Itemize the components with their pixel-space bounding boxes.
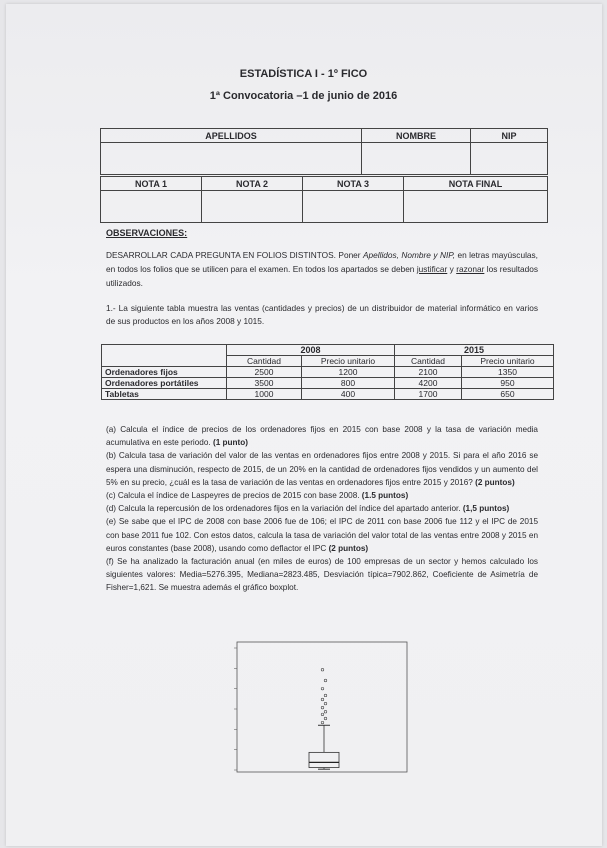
cell: 1350 (462, 367, 554, 378)
exam-subtitle: 1ª Convocatoria –1 de junio de 2016 (209, 90, 398, 102)
outlier-point (321, 706, 324, 709)
cell: 2100 (395, 367, 462, 378)
apellidos-header: APELLIDOS (101, 129, 362, 143)
nota3-field[interactable] (303, 191, 404, 223)
outlier-point (324, 710, 327, 713)
nombre-header: NOMBRE (362, 129, 471, 143)
year-2015-header: 2015 (395, 345, 554, 356)
table-row (102, 367, 554, 378)
part-b: (b) Calcula tasa de variación del valor de las ventas en ordenadores fijos entre 2008 y 2015. Si para el año 2016 se espera una disminución, respecto de 2015, de un 20% en la cantidad de ordenadores fijos vendidos y un aumento del 5% en su precio, ¿cuál es la tasa de variación de las ventas en ordenadores fijos entre 2015 y 2016? (2 puntos) (106, 451, 538, 487)
cell: 4200 (395, 378, 462, 389)
apellidos-field[interactable] (101, 143, 362, 175)
cell: 1700 (395, 389, 462, 400)
product-label: Ordenadores portátiles (102, 378, 227, 389)
nota2-field[interactable] (202, 191, 303, 223)
outlier-point (321, 687, 324, 690)
nota-final-header: NOTA FINAL (404, 177, 548, 191)
nota3-header: NOTA 3 (303, 177, 404, 191)
part-d: (d) Calcula la repercusión de los ordenadores fijos en la variación del índice del apartado anterior. (1,5 puntos) (106, 504, 510, 514)
cell: 800 (302, 378, 395, 389)
grades-table (100, 176, 548, 223)
outlier-point (324, 679, 327, 682)
question-1-text: 1.- La siguiente tabla muestra las ventas (cantidades y precios) de un distribuidor de material informático en varios de sus productos en los años 2008 y 1015. (106, 303, 538, 326)
nota-final-field[interactable] (404, 191, 548, 223)
cell: 650 (462, 389, 554, 400)
outlier-point (324, 694, 327, 697)
precio-2015-header: Precio unitario (462, 356, 554, 367)
cantidad-2015-header: Cantidad (395, 356, 462, 367)
part-e: (e) Se sabe que el IPC de 2008 con base 2006 fue de 106; el IPC de 2011 con base 2006 fue 112 y el IPC de 2015 con base 2011 fue 102. Con estos datos, calcula la tasa de variación del valor total de las ventas entre 2008 y 2015 en euros constantes (base 2008), usando como deflactor el IPC (2 puntos) (106, 517, 538, 553)
nip-field[interactable] (471, 143, 548, 175)
sales-table (101, 344, 554, 400)
nota1-header: NOTA 1 (101, 177, 202, 191)
precio-2008-header: Precio unitario (302, 356, 395, 367)
cell: 1000 (227, 389, 302, 400)
outlier-point (321, 698, 324, 701)
observaciones-text: DESARROLLAR CADA PREGUNTA EN FOLIOS DISTINTOS. Poner Apellidos, Nombre y NIP, en letras mayúsculas, en todos los folios que se utilicen para el examen. En todos los apartados se deben justificar y razonar los resultados utilizados. (106, 250, 539, 288)
year-2008-header: 2008 (227, 345, 395, 356)
cell: 3500 (227, 378, 302, 389)
outlier-point (324, 702, 327, 705)
student-id-table (100, 128, 548, 175)
product-label: Tabletas (102, 389, 227, 400)
outlier-point (324, 717, 327, 720)
part-a: (a) Calcula el índice de precios de los ordenadores fijos en 2015 con base 2008 y la tasa de variación media acumulativa en este periodo. (1 punto) (106, 425, 538, 448)
exam-title: ESTADÍSTICA I - 1º FICO (239, 68, 368, 80)
nota2-header: NOTA 2 (202, 177, 303, 191)
cell: 1200 (302, 367, 395, 378)
outlier-point (321, 713, 324, 716)
cell: 2500 (227, 367, 302, 378)
product-label: Ordenadores fijos (102, 367, 227, 378)
box (309, 752, 339, 767)
nombre-field[interactable] (362, 143, 471, 175)
cantidad-2008-header: Cantidad (227, 356, 302, 367)
observaciones-title: OBSERVACIONES: (106, 228, 188, 238)
cell: 400 (302, 389, 395, 400)
nota1-field[interactable] (101, 191, 202, 223)
table-row (102, 378, 554, 389)
nip-header: NIP (471, 129, 548, 143)
outlier-point (321, 668, 324, 671)
part-f: (f) Se ha analizado la facturación anual (en miles de euros) de 100 empresas de un sector y hemos calculado los siguientes valores: Media=5276.395, Mediana=2823.485, Desviación típica=7902.862, Coeficiente de Asimetría de Fisher=1,621. Se muestra además el gráfico boxplot. (106, 557, 538, 593)
question-parts (106, 423, 538, 595)
boxplot-chart (229, 640, 409, 775)
cell: 950 (462, 378, 554, 389)
outlier-point (321, 721, 324, 724)
table-row (102, 389, 554, 400)
part-c: (c) Calcula el índice de Laspeyres de precios de 2015 con base 2008. (1.5 puntos) (106, 491, 409, 501)
